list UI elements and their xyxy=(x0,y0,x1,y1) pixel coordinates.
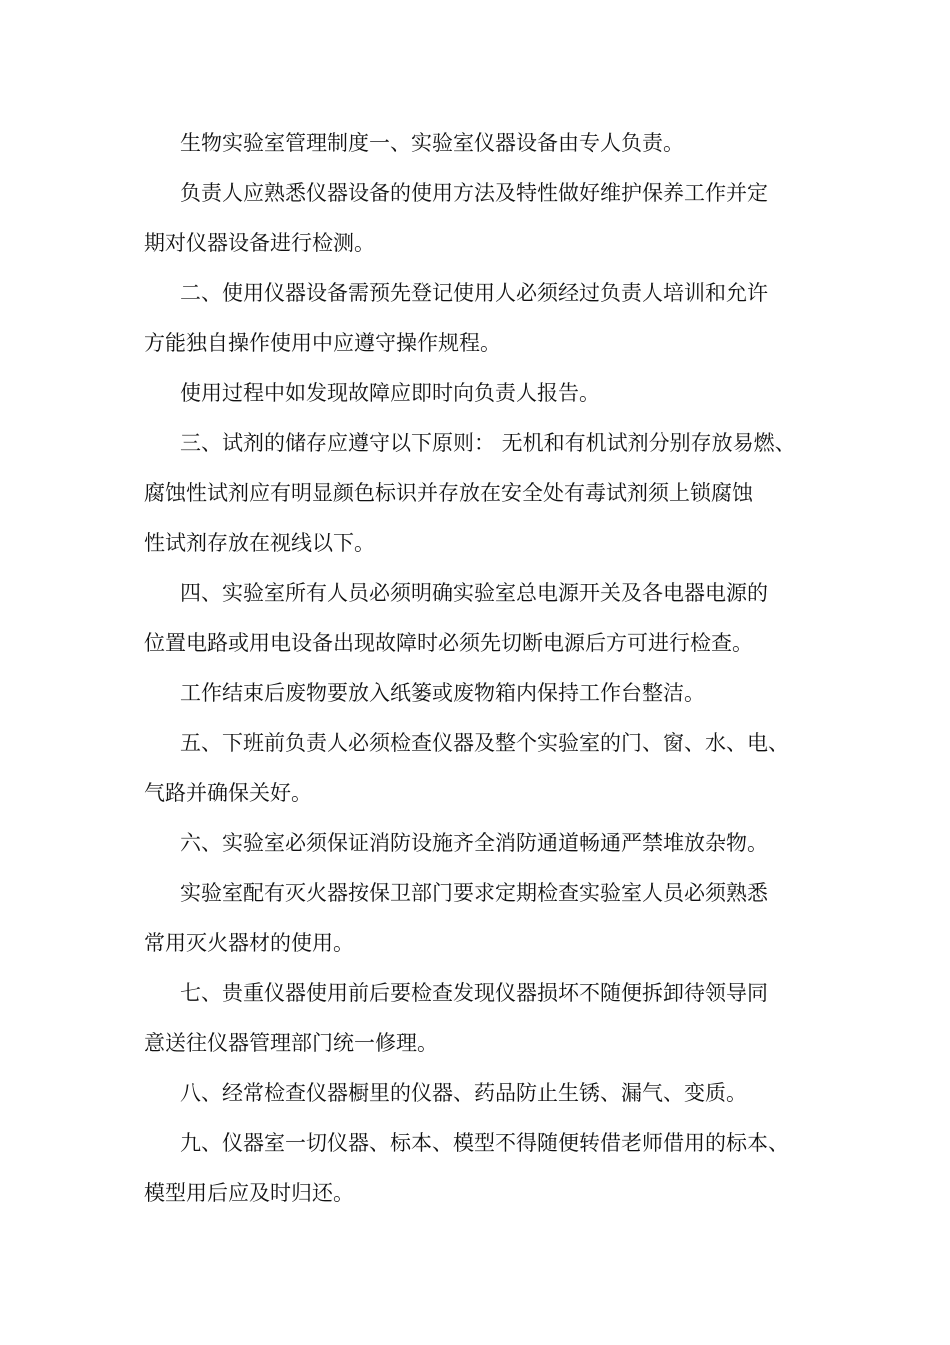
text-line-5: 方能独自操作使用中应遵守操作规程。 xyxy=(144,331,501,355)
text-line-17: 常用灭火器材的使用。 xyxy=(144,931,354,955)
text-line-12: 工作结束后废物要放入纸篓或废物箱内保持工作台整洁。 xyxy=(180,681,705,705)
text-line-16: 实验室配有灭火器按保卫部门要求定期检查实验室人员必须熟悉 xyxy=(180,881,768,905)
text-line-22: 模型用后应及时归还。 xyxy=(144,1181,354,1205)
text-line-15: 六、实验室必须保证消防设施齐全消防通道畅通严禁堆放杂物。 xyxy=(180,831,768,855)
text-line-7: 三、试剂的储存应遵守以下原则： 无机和有机试剂分别存放易燃、 xyxy=(180,431,796,455)
text-line-6: 使用过程中如发现故障应即时向负责人报告。 xyxy=(180,381,600,405)
text-line-20: 八、经常检查仪器橱里的仪器、药品防止生锈、漏气、变质。 xyxy=(180,1081,747,1105)
text-line-10: 四、实验室所有人员必须明确实验室总电源开关及各电器电源的 xyxy=(180,581,768,605)
text-line-1: 生物实验室管理制度一、实验室仪器设备由专人负责。 xyxy=(180,131,684,155)
text-line-21: 九、仪器室一切仪器、标本、模型不得随便转借老师借用的标本、 xyxy=(180,1131,789,1155)
text-line-3: 期对仪器设备进行检测。 xyxy=(144,231,375,255)
text-line-8: 腐蚀性试剂应有明显颜色标识并存放在安全处有毒试剂须上锁腐蚀 xyxy=(144,481,753,505)
text-line-9: 性试剂存放在视线以下。 xyxy=(144,531,375,555)
text-line-2: 负责人应熟悉仪器设备的使用方法及特性做好维护保养工作并定 xyxy=(180,181,768,205)
text-line-18: 七、贵重仪器使用前后要检查发现仪器损坏不随便拆卸待领导同 xyxy=(180,981,768,1005)
text-line-4: 二、使用仪器设备需预先登记使用人必须经过负责人培训和允许 xyxy=(180,281,768,305)
text-line-11: 位置电路或用电设备出现故障时必须先切断电源后方可进行检查。 xyxy=(144,631,753,655)
text-line-13: 五、下班前负责人必须检查仪器及整个实验室的门、窗、水、电、 xyxy=(180,731,789,755)
text-line-19: 意送往仪器管理部门统一修理。 xyxy=(144,1031,438,1055)
document-body xyxy=(144,125,824,1225)
text-line-14: 气路并确保关好。 xyxy=(144,781,312,805)
